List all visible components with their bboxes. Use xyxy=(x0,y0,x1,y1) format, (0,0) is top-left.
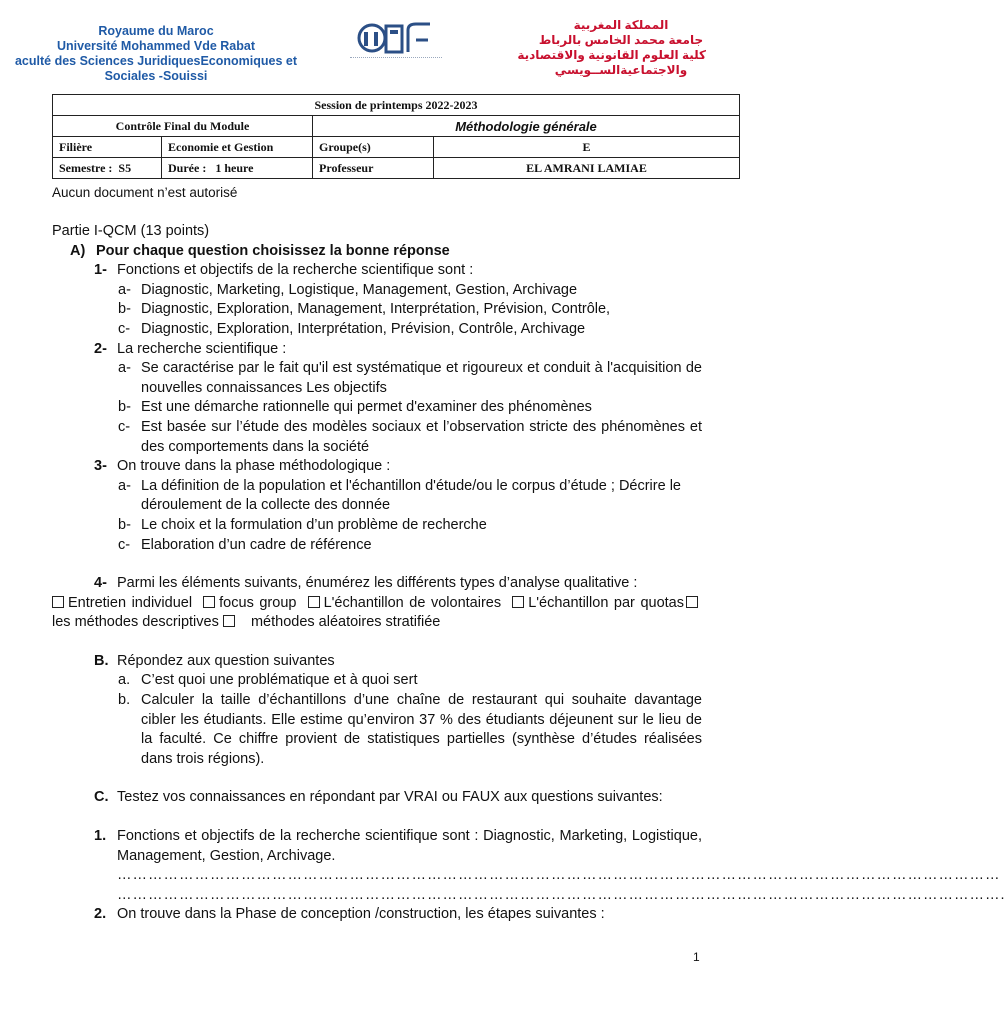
professeur-label: Professeur xyxy=(313,158,434,179)
section-label: B. xyxy=(94,652,109,669)
logo-caption-line xyxy=(350,57,442,60)
question-number: 2- xyxy=(94,340,107,357)
option-text: La définition de la population et l'échantillon d'étude/ou le corpus d’étude ; Décrire le déroulement de la collecte des donnée xyxy=(141,477,681,514)
section-b-item xyxy=(52,671,702,691)
option-label: b- xyxy=(118,516,131,533)
choice-label: L'échantillon par quotas xyxy=(528,594,684,611)
controle-label: Contrôle Final du Module xyxy=(53,116,313,137)
option xyxy=(52,477,702,516)
item-number: 2. xyxy=(94,906,107,923)
semestre-cell xyxy=(53,158,162,179)
q4-choices xyxy=(52,594,702,633)
choice-label: Entretien individuel xyxy=(68,594,193,611)
institution-header-ar xyxy=(517,18,706,78)
spacer xyxy=(52,808,702,827)
checkbox[interactable] xyxy=(203,596,215,608)
question-1 xyxy=(52,261,702,281)
exam-info-table xyxy=(52,94,740,179)
option-text: Diagnostic, Exploration, Management, Interprétation, Prévision, Contrôle, xyxy=(141,301,611,318)
section-c-title xyxy=(52,788,702,808)
option-label: c- xyxy=(118,418,131,435)
item-text: Calculer la taille d’échantillons d’une chaîne de restaurant qui souhaite davantage cibler les étudiants. Elle estime qu’environ 37 % des étudiants déjeunent sur le lieu de la faculté. Ce chiffre provient de statistiques partielles (synthèse d’études réalisées dans trois régions). xyxy=(141,692,702,767)
option xyxy=(52,418,702,457)
item-label: b. xyxy=(118,692,131,709)
question-number: 3- xyxy=(94,458,107,475)
spacer xyxy=(52,769,702,788)
option-text: Est basée sur l’étude des modèles sociaux et l’observation stricte des phénomènes et des comportements dans la société xyxy=(141,418,702,455)
question-4 xyxy=(52,574,702,594)
semestre-label: Semestre : xyxy=(59,160,113,175)
item-number: 1. xyxy=(94,828,107,845)
question-text: Parmi les éléments suivants, énumérez les différents types d’analyse qualitative : xyxy=(117,575,638,592)
option-text: Diagnostic, Marketing, Logistique, Management, Gestion, Archivage xyxy=(141,281,578,298)
header-line: Université Mohammed Vde Rabat xyxy=(57,39,255,53)
header-line: aculté des Sciences JuridiquesEconomiques et xyxy=(14,54,298,68)
section-b-item xyxy=(52,691,702,769)
checkbox[interactable] xyxy=(52,596,64,608)
choice-label: méthodes aléatoires stratifiée xyxy=(250,614,441,631)
item-label: a. xyxy=(118,672,131,689)
exam-note: Aucun document n’est autorisé xyxy=(52,185,238,200)
item-text: C’est quoi une problématique et à quoi sert xyxy=(141,672,418,689)
section-title-text: Pour chaque question choisissez la bonne réponse xyxy=(96,242,450,259)
checkbox[interactable] xyxy=(308,596,320,608)
duree-label: Durée : xyxy=(168,160,207,175)
question-3 xyxy=(52,457,702,477)
answer-line[interactable]: ……………………………………………………………………………………………………………………………………………………… xyxy=(117,867,1001,884)
option xyxy=(52,281,702,301)
section-label: C. xyxy=(94,789,109,806)
section-label: A) xyxy=(70,242,86,259)
option xyxy=(52,320,702,340)
option-text: Est une démarche rationnelle qui permet d'examiner des phénomènes xyxy=(141,399,592,416)
option xyxy=(52,359,702,398)
section-title-text: Répondez aux question suivantes xyxy=(117,652,335,669)
module-name: Méthodologie générale xyxy=(313,116,740,137)
option xyxy=(52,516,702,536)
institution-header-fr xyxy=(6,24,306,84)
duree-cell xyxy=(162,158,313,179)
spacer xyxy=(52,633,702,652)
option xyxy=(52,536,702,556)
option-label: c- xyxy=(118,320,131,337)
item-text: On trouve dans la Phase de conception /construction, les étapes suivantes : xyxy=(117,906,605,923)
header-line: كلية العلوم القانونية والاقتصادية xyxy=(517,48,706,62)
choice-label: les méthodes descriptives xyxy=(52,614,219,631)
option-label: a- xyxy=(118,477,131,494)
question-text: On trouve dans la phase méthodologique : xyxy=(117,458,391,475)
section-a-title xyxy=(52,242,702,262)
option-label: b- xyxy=(118,301,131,318)
header-line: المملكة المغربية xyxy=(573,18,669,32)
question-text: Fonctions et objectifs de la recherche scientifique sont : xyxy=(117,262,474,279)
option-text: Diagnostic, Exploration, Interprétation, Prévision, Contrôle, Archivage xyxy=(141,320,586,337)
checkbox[interactable] xyxy=(223,615,235,627)
duree-value: 1 heure xyxy=(215,160,254,175)
header-line: Royaume du Maroc xyxy=(98,24,214,38)
option-label: b- xyxy=(118,399,131,416)
semestre-value: S5 xyxy=(118,160,132,175)
option xyxy=(52,300,702,320)
filiere-label: Filière xyxy=(53,137,162,158)
header-line: والاجتماعيةالســويسي xyxy=(554,63,688,77)
groupe-value: E xyxy=(434,137,740,158)
section-b-title xyxy=(52,652,702,672)
session-cell: Session de printemps 2022-2023 xyxy=(53,95,740,116)
answer-line[interactable]: ………………………………………………………………………………………………………………………………………………………. xyxy=(117,886,1006,903)
groupe-label: Groupe(s) xyxy=(313,137,434,158)
option-text: Elaboration d’un cadre de référence xyxy=(141,536,372,553)
professeur-value: EL AMRANI LAMIAE xyxy=(434,158,740,179)
option-label: c- xyxy=(118,536,131,553)
option xyxy=(52,398,702,418)
filiere-value: Economie et Gestion xyxy=(162,137,313,158)
question-number: 1- xyxy=(94,262,107,279)
option-text: Se caractérise par le fait qu'il est systématique et rigoureux et conduit à l'acquisition de nouvelles connaissances Les objectifs xyxy=(141,360,702,396)
checkbox[interactable] xyxy=(686,596,698,608)
checkbox[interactable] xyxy=(512,596,524,608)
page-number: 1 xyxy=(693,950,700,964)
vrai-faux-item xyxy=(52,905,702,925)
section-title-text: Testez vos connaissances en répondant par VRAI ou FAUX aux questions suivantes: xyxy=(117,789,663,806)
question-number: 4- xyxy=(94,575,107,592)
question-text: La recherche scientifique : xyxy=(117,340,287,357)
item-text: Fonctions et objectifs de la recherche scientifique sont : Diagnostic, Marketing, Logistique, Management, Gestion, Archivage. xyxy=(117,828,702,864)
vrai-faux-item xyxy=(52,827,702,866)
choice-label: L'échantillon de volontaires xyxy=(323,594,502,611)
option-text: Le choix et la formulation d’un problème de recherche xyxy=(141,516,487,533)
spacer xyxy=(52,555,702,574)
exam-content xyxy=(52,222,1006,925)
header-line: Sociales -Souissi xyxy=(104,69,208,83)
option-label: a- xyxy=(118,281,131,298)
header-line: جامعة محمد الخامس بالرباط xyxy=(538,33,704,47)
choice-label: focus group xyxy=(219,594,297,611)
question-2 xyxy=(52,340,702,360)
part-title: Partie I-QCM (13 points) xyxy=(52,223,210,239)
option-label: a- xyxy=(118,360,131,377)
